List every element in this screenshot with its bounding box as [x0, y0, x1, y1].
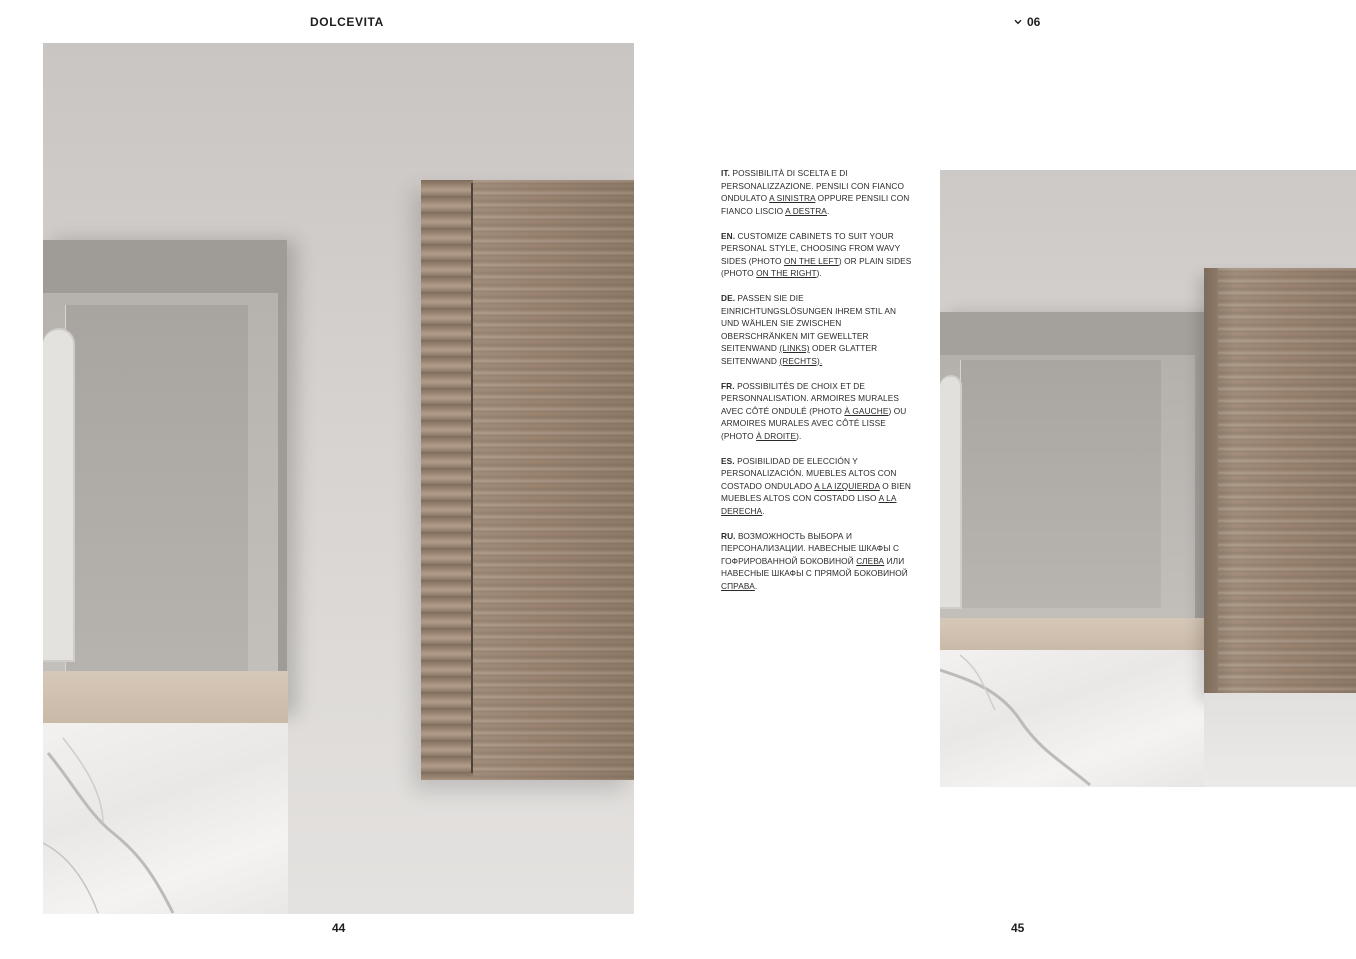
brand-title: DOLCEVITA [310, 15, 384, 29]
cabinet-door-gap [471, 183, 473, 773]
paragraph-it: IT. POSSIBILITÀ DI SCELTA E DI PERSONALIZZAZIONE. PENSILI CON FIANCO ONDULATO A SINISTRA OPPURE PENSILI CON FIANCO LISCIO A DESTRA. [721, 168, 910, 216]
cabinet-wavy-side [421, 180, 473, 780]
mirror-inner-panel [65, 305, 248, 691]
paragraph-de: DE. PASSEN SIE DIE EINRICHTUNGSLÖSUNGEN IHREM STIL AN UND WÄHLEN SIE ZWISCHEN OBERSCHRÄNKEN MIT GEWELLTER SEITENWAND (LINKS) ODER GLATTER SEITENWAND (RECHTS). [721, 293, 897, 366]
description-text [721, 167, 913, 605]
paragraph-ru: RU. ВОЗМОЖНОСТЬ ВЫБОРА И ПЕРСОНАЛИЗАЦИИ. НАВЕСНЫЕ ШКАФЫ С ГОФРИРОВАННОЙ БОКОВИНОЙ СЛЕВА ИЛИ НАВЕСНЫЕ ШКАФЫ С ПРЯМОЙ БОКОВИНОЙ СПРАВА. [721, 530, 908, 591]
photo-wavy-cabinet [43, 43, 634, 914]
arched-window-reflection [43, 328, 75, 662]
marble-vein [43, 723, 288, 914]
chevron-down-icon [1014, 19, 1022, 25]
marble-vein [940, 650, 1205, 787]
paragraph-es: ES. POSIBILIDAD DE ELECCIÓN Y PERSONALIZACIÓN. MUEBLES ALTOS CON COSTADO ONDULADO A LA IZQUIERDA O BIEN MUEBLES ALTOS CON COSTADO LISO A LA DERECHA. [721, 455, 911, 516]
photo-plain-cabinet [940, 170, 1356, 787]
page-number-left: 44 [332, 921, 346, 935]
section-number: 06 [1027, 15, 1041, 29]
section-indicator [1014, 15, 1040, 29]
mirror-inner-panel [960, 360, 1161, 608]
wall-below-cabinet [1204, 693, 1356, 787]
paragraph-fr: FR. POSSIBILITÉS DE CHOIX ET DE PERSONNALISATION. ARMOIRES MURALES AVEC CÔTÉ ONDULÉ (PHOTO À GAUCHE) OU ARMOIRES MURALES AVEC CÔTÉ LISSE (PHOTO À DROITE). [721, 380, 907, 441]
cabinet-plain-side [1204, 268, 1218, 693]
plain-wood-cabinet [1204, 268, 1356, 693]
wood-shelf [43, 671, 288, 726]
arched-window-reflection [940, 375, 962, 609]
wood-shelf [940, 618, 1205, 653]
page-number-right: 45 [1011, 921, 1025, 935]
paragraph-en: EN. CUSTOMIZE CABINETS TO SUIT YOUR PERSONAL STYLE, CHOOSING FROM WAVY SIDES (PHOTO ON THE LEFT) OR PLAIN SIDES (PHOTO ON THE RIGHT). [721, 230, 912, 278]
